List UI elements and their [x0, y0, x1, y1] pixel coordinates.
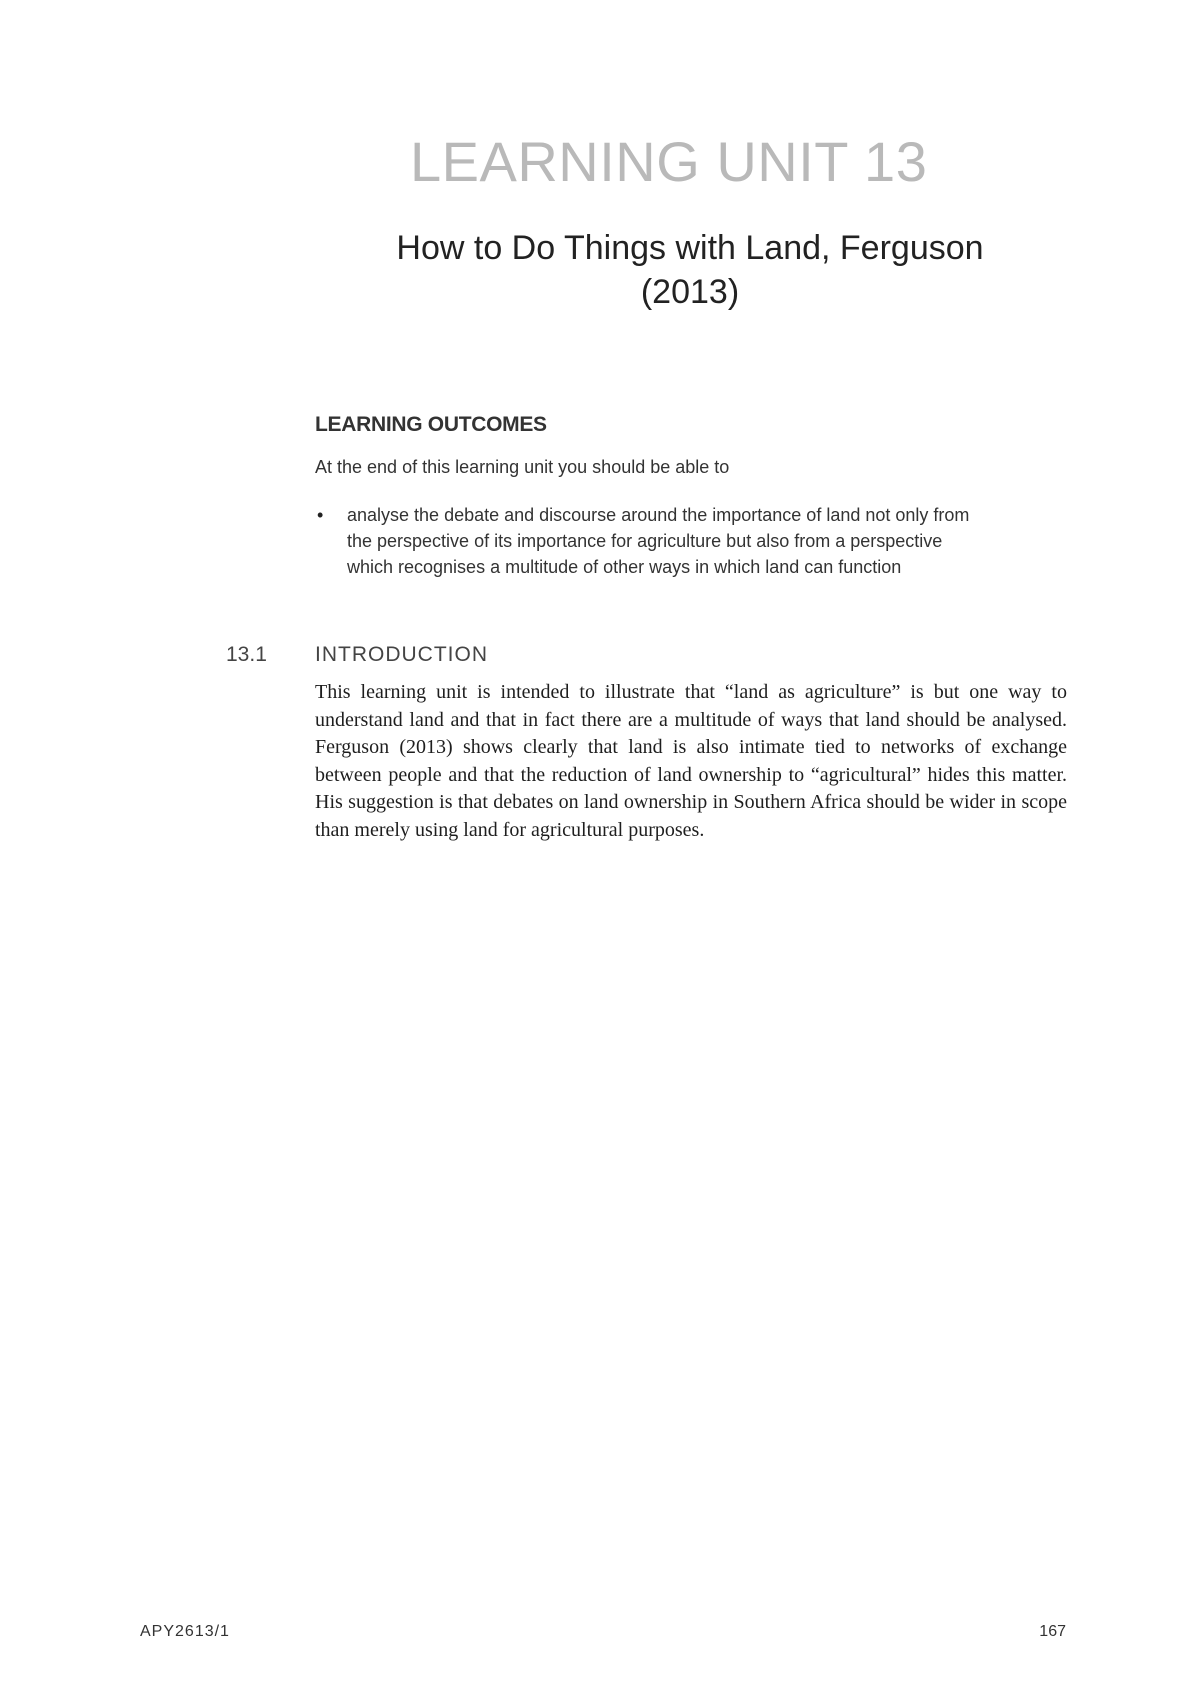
learning-outcomes-list	[315, 502, 1075, 580]
section-number: 13.1	[226, 643, 267, 666]
section-title: INTRODUCTION	[315, 643, 488, 666]
learning-outcome-line: the perspective of its importance for agriculture but also from a perspective	[347, 531, 943, 551]
learning-outcome-line: analyse the debate and discourse around the importance of land not only from	[347, 505, 970, 525]
unit-subtitle-line-1: How to Do Things with Land, Ferguson	[396, 229, 984, 267]
footer-course-code: APY2613/1	[140, 1623, 230, 1640]
unit-subtitle-line-2: (2013)	[640, 273, 740, 311]
section-body-paragraph: This learning unit is intended to illustrate that “land as agriculture” is but one way to understand land and that in fact there are a multitude of ways that land should be analysed. Ferguson (2013) shows clearly that land is also intimate tied to networks of exchange between people and that the reduction of land ownership to “agricultural” hides this matter. His suggestion is that debates on land ownership in Southern Africa should be wider in scope than merely using land for agricultural purposes.	[315, 681, 1067, 841]
learning-outcomes-intro: At the end of this learning unit you should be able to	[315, 457, 730, 477]
learning-outcomes-heading: LEARNING OUTCOMES	[315, 413, 547, 436]
learning-outcome-line: which recognises a multitude of other ways in which land can function	[347, 557, 902, 577]
unit-subtitle	[340, 226, 1040, 314]
learning-outcome-item	[315, 502, 1075, 580]
unit-title: LEARNING UNIT 13	[410, 130, 928, 193]
footer-page-number: 167	[1039, 1623, 1066, 1640]
bullet-icon: •	[317, 505, 324, 525]
